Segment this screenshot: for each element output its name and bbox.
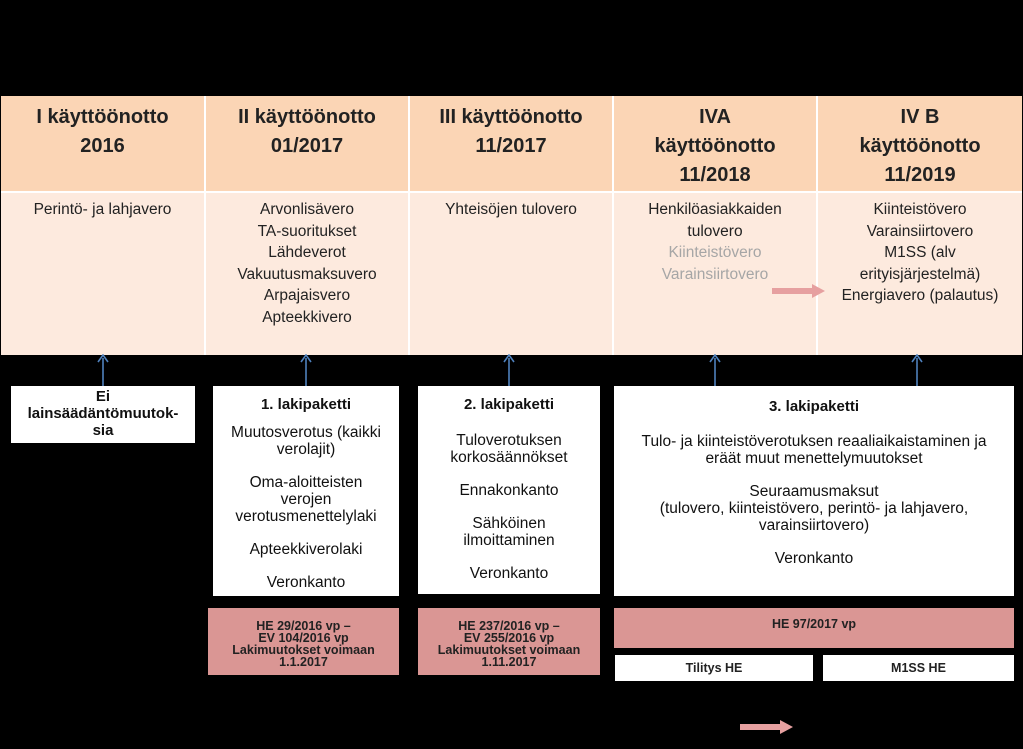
package-none [11, 386, 195, 443]
tax-item: tulovero [687, 222, 743, 240]
phase-3-title-l2: 11/2017 [475, 135, 547, 157]
package-none-l1: Ei [95, 388, 111, 405]
package-none-l3: sia [92, 422, 114, 439]
up-arrow-icon [300, 354, 312, 386]
tax-item-moved: Varainsiirtovero [661, 265, 769, 283]
tax-item: Varainsiirtovero [866, 222, 974, 240]
tax-item: Lähdeverot [268, 244, 346, 261]
package-3-text: varainsiirtovero) [758, 517, 870, 534]
tax-item: Apteekkivero [262, 308, 352, 326]
he-box-1-l1: HE 29/2016 vp – [256, 619, 351, 633]
phase-4b-header [818, 96, 1022, 191]
phase-2-title-l1: II käyttöönotto [238, 106, 376, 128]
he-box-2-l4: 1.11.2017 [481, 655, 537, 669]
transfer-arrow-icon [772, 283, 826, 299]
package-3-text: Tulo- ja kiinteistöverotuksen reaaliaikaistaminen ja [641, 433, 987, 450]
package-1-text: Muutosverotus (kaikki [231, 424, 381, 441]
phase-4a-title-l1: IVA [699, 106, 731, 128]
phase-4b-title-l3: 11/2019 [884, 164, 956, 186]
package-3-text: (tulovero, kiinteistövero, perintö- ja lahjavero, [659, 500, 969, 517]
he-box-2 [418, 608, 600, 675]
up-arrow-icon [97, 354, 109, 386]
package-1-text: Apteekkiverolaki [249, 541, 363, 558]
package-3-text: Seuraamusmaksut [749, 483, 879, 500]
phase-1-title-l2: 2016 [80, 135, 125, 157]
tilitys-he-tag: Tilitys HE [615, 655, 813, 681]
tax-item-moved: Kiinteistövero [668, 244, 762, 261]
he-box-1-l2: EV 104/2016 vp [258, 631, 349, 645]
package-3-text: Veronkanto [774, 550, 854, 567]
he-box-1 [208, 608, 399, 675]
phase-3-title-l1: III käyttöönotto [439, 106, 583, 128]
phase-1-title-l1: I käyttöönotto [36, 106, 169, 128]
phase-2-title-l2: 01/2017 [270, 135, 344, 157]
phase-4a-title-l2: käyttöönotto [654, 135, 776, 157]
tax-item: Energiavero (palautus) [841, 287, 999, 304]
phase-3-taxes [410, 191, 614, 355]
up-arrow-icon [911, 354, 923, 386]
bottom-right-arrow-icon [740, 719, 794, 735]
m1ss-he-tag: M1SS HE [823, 655, 1014, 681]
tax-item: Vakuutusmaksuvero [237, 265, 377, 283]
tax-item: M1SS (alv [884, 244, 956, 261]
phase-4a-header [614, 96, 818, 191]
package-1-text: verojen [280, 491, 332, 508]
tax-item: Yhteisöjen tulovero [445, 201, 577, 218]
phase-3-header [410, 96, 614, 191]
package-3-title: 3. lakipaketti [768, 398, 860, 415]
tax-item: Arvonlisävero [260, 201, 354, 218]
phase-4a-taxes [614, 191, 818, 355]
package-1-text: Oma-aloitteisten [249, 474, 363, 491]
phase-4a-title-l3: 11/2018 [679, 164, 751, 186]
he-box-2-l3: Lakimuutokset voimaan [437, 643, 581, 657]
phase-2-header [206, 96, 410, 191]
tax-item: erityisjärjestelmä) [859, 265, 981, 283]
up-arrow-icon [503, 354, 515, 386]
phase-1-header [1, 96, 206, 191]
package-2 [418, 386, 600, 594]
package-1-title: 1. lakipaketti [260, 396, 352, 413]
package-2-text: ilmoittaminen [463, 532, 555, 549]
he-box-3 [614, 608, 1014, 648]
package-2-title: 2. lakipaketti [463, 396, 555, 413]
he-box-1-l3: Lakimuutokset voimaan [232, 643, 375, 657]
phase-1-taxes [1, 191, 206, 355]
package-3-text: eräät muut menettelymuutokset [705, 450, 923, 467]
he-box-3-l1: HE 97/2017 vp [771, 617, 857, 631]
phase-4b-title-l2: käyttöönotto [859, 135, 981, 157]
phase-4b-taxes [818, 191, 1022, 355]
package-3 [614, 386, 1014, 596]
package-1-text: Veronkanto [266, 574, 346, 591]
tax-item: TA-suoritukset [257, 222, 357, 240]
package-2-text: Veronkanto [469, 565, 549, 582]
package-2-text: Sähköinen [472, 515, 546, 532]
package-1-text: verotusmenettelylaki [235, 508, 377, 525]
he-box-2-l2: EV 255/2016 vp [463, 631, 555, 645]
package-2-text: Ennakonkanto [459, 482, 559, 499]
he-box-1-l4: 1.1.2017 [279, 655, 328, 669]
up-arrow-icon [709, 354, 721, 386]
package-1 [213, 386, 399, 596]
package-none-l2: lainsäädäntömuutok- [27, 405, 179, 422]
tax-item: Kiinteistövero [873, 201, 967, 218]
phase-4b-title-l1: IV B [900, 106, 940, 128]
tax-item: Perintö- ja lahjavero [33, 201, 172, 218]
tax-item: Arpajaisvero [263, 287, 351, 304]
package-2-text: korkosäännökset [450, 449, 568, 466]
phase-2-taxes [206, 191, 410, 355]
he-box-2-l1: HE 237/2016 vp – [458, 619, 560, 633]
tax-item: Henkilöasiakkaiden [648, 201, 782, 218]
package-1-text: verolajit) [276, 441, 336, 458]
package-2-text: Tuloverotuksen [456, 432, 562, 449]
